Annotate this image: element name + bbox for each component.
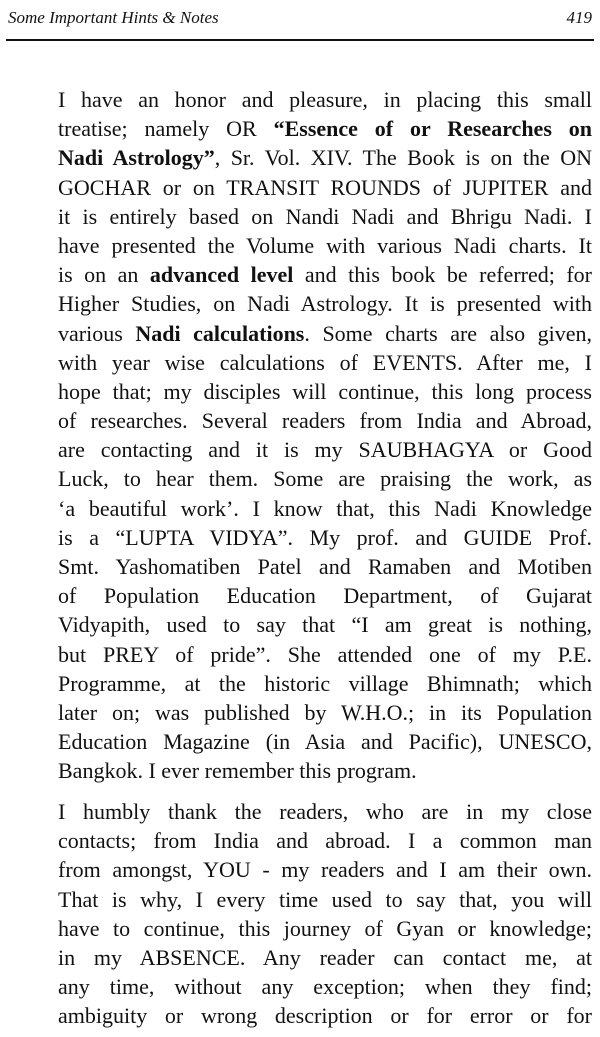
text-line [58, 289, 592, 318]
text-segment: contacts; from India and abroad. I a common man [58, 828, 592, 854]
bold-text: “Essence of or Researches on [273, 116, 592, 142]
text-line [58, 914, 592, 943]
text-segment: is a “LUPTA VIDYA”. My prof. and GUIDE Prof. [58, 524, 592, 550]
text-line [58, 523, 592, 552]
bold-text: Nadi calculations [135, 320, 305, 346]
text-segment: treatise; namely OR [58, 116, 274, 142]
paragraph-1 [58, 85, 592, 786]
text-line [58, 552, 592, 581]
text-segment: later on; was published by W.H.O.; in its Population [58, 699, 592, 725]
text-segment: any time, without any exception; when they find; [58, 974, 592, 1000]
text-line [58, 406, 592, 435]
text-segment: are contacting and it is my SAUBHAGYA or Good [58, 437, 592, 463]
text-segment: with year wise calculations of EVENTS. After me, I [58, 349, 592, 375]
text-segment: various [58, 320, 136, 346]
text-line [58, 377, 592, 406]
page-number: 419 [566, 8, 592, 27]
text-line [58, 756, 592, 785]
bold-text: advanced level [149, 262, 294, 288]
running-header-title: Some Important Hints & Notes [8, 8, 219, 27]
text-segment: Vidyapith, used to say that “I am great is nothing, [58, 612, 592, 638]
text-segment: I have an honor and pleasure, in placing this small [58, 87, 592, 112]
text-segment: from amongst, YOU - my readers and I am their own. [58, 857, 592, 883]
text-segment: Higher Studies, on Nadi Astrology. It is presented with [58, 291, 592, 317]
text-line [58, 669, 592, 698]
text-line [58, 885, 592, 914]
header-rule [6, 39, 594, 41]
text-segment: Programme, at the historic village Bhimnath; which [58, 670, 592, 696]
text-line [58, 173, 592, 202]
text-line [58, 85, 592, 114]
text-segment: is on an [58, 262, 150, 288]
text-line [58, 464, 592, 493]
paragraph-2 [58, 797, 592, 1031]
text-segment: Bangkok. I ever remember this program. [58, 758, 417, 784]
text-line [58, 826, 592, 855]
text-segment: Education Magazine (in Asia and Pacific), UNESCO, [58, 729, 592, 755]
text-segment: have to continue, this journey of Gyan or knowledge; [58, 915, 592, 941]
text-segment: and this book be referred; for [293, 262, 592, 288]
text-segment: but PREY of pride”. She attended one of my P.E. [58, 641, 592, 667]
text-line [58, 581, 592, 610]
text-line [58, 348, 592, 377]
text-segment: . Some charts are also given, [304, 320, 593, 346]
text-line [58, 855, 592, 884]
text-line [58, 319, 592, 348]
text-segment: ‘a beautiful work’. I know that, this Nadi Knowledge [58, 495, 592, 521]
text-line [58, 727, 592, 756]
text-segment: of Population Education Department, of Gujarat [58, 583, 592, 609]
text-line [58, 494, 592, 523]
text-segment: That is why, I every time used to say that, you will [58, 886, 592, 912]
text-segment: Smt. Yashomatiben Patel and Ramaben and Motiben [58, 554, 592, 579]
text-segment: , Sr. Vol. XIV. The Book is on the ON [214, 145, 592, 171]
text-segment: it is entirely based on Nandi Nadi and Bhrigu Nadi. I [58, 203, 592, 229]
text-segment: in my ABSENCE. Any reader can contact me, at [58, 944, 592, 970]
text-line [58, 943, 592, 972]
text-segment: of researches. Several readers from India and Abroad, [58, 408, 592, 434]
bold-text: Nadi Astrology” [58, 145, 215, 171]
text-line [58, 260, 592, 289]
text-line [58, 202, 592, 231]
text-segment: hope that; my disciples will continue, this long process [58, 378, 592, 404]
text-line [58, 1001, 592, 1030]
text-line [58, 435, 592, 464]
text-line [58, 698, 592, 727]
text-line [58, 610, 592, 639]
text-line [58, 972, 592, 1001]
text-line [58, 114, 592, 143]
text-line [58, 143, 592, 172]
text-segment: GOCHAR or on TRANSIT ROUNDS of JUPITER and [58, 174, 592, 200]
text-segment: I humbly thank the readers, who are in my close [58, 799, 592, 824]
text-line [58, 231, 592, 260]
text-segment: ambiguity or wrong description or for error or for [58, 1003, 592, 1029]
text-segment: have presented the Volume with various Nadi charts. It [58, 232, 592, 258]
text-line [58, 640, 592, 669]
text-line [58, 797, 592, 826]
text-segment: Luck, to hear them. Some are praising the work, as [58, 466, 592, 492]
